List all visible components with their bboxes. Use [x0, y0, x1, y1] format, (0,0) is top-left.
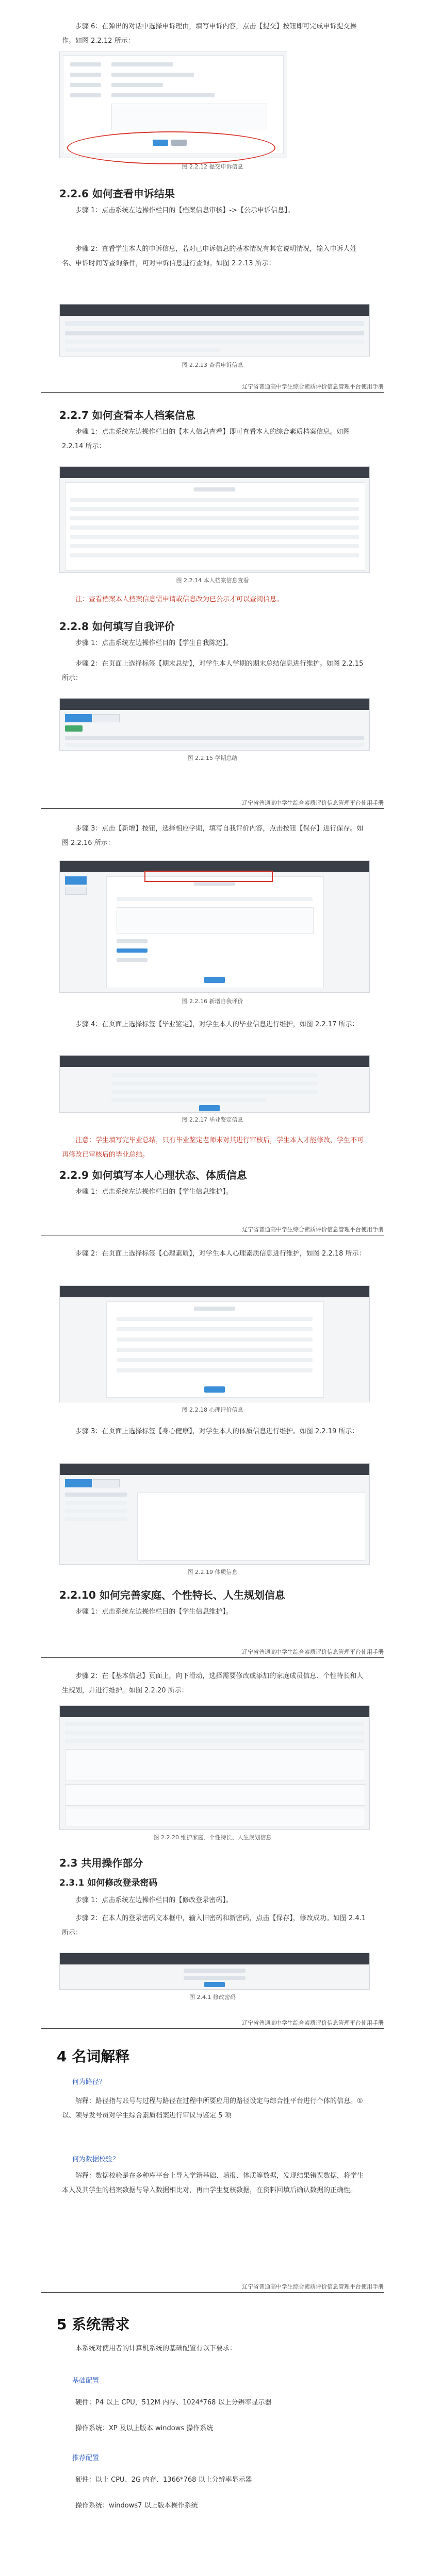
caption-2-2-18: 图 2.2.18 心理评价信息 [182, 1406, 243, 1413]
s226-step2: 步骤 2：查看学生本人的申诉信息，若对已申诉信息的基本情况有其它说明情况，输入申诉人姓名、申诉时间等查询条件，可对申诉信息进行查询。如图 2.2.13 所示： [62, 245, 357, 267]
s5-req1: 硬件：P4 以上 CPU，512M 内存、1024*768 以上分辨率显示器 [75, 2399, 272, 2406]
screenshot-family [59, 1705, 370, 1830]
s2210-step2: 步骤 2：在【基本信息】页面上，向下滑动，选择需要修改或添加的家庭成员信息、个性特长和人生规划，并进行维护。如图 2.2.20 所示： [62, 1672, 364, 1694]
s226-step1: 步骤 1：点击系统左边操作栏目的【档案信息审核】->【公示申诉信息】。 [75, 207, 295, 214]
heading-2-2-7: 2.2.7 如何查看本人档案信息 [59, 409, 195, 421]
s227-note: 注：查看档案本人档案信息需申请或信息改为已公示才可以查阅信息。 [75, 596, 284, 603]
term-a1: 解释：路径指与账号与过程与路径在过程中所要应用的路径设定与综合性平台进行个体的信息。①以、领导发号员对学生综合素质档案进行审议与鉴定 5 项 [62, 2097, 363, 2120]
s5-req4: 操作系统：windows7 以上版本操作系统 [75, 2502, 198, 2510]
s23-step1: 步骤 1：点击系统左边操作栏目的【修改登录密码】。 [75, 1896, 233, 1904]
heading-2-2-9: 2.2.9 如何填写本人心理状态、体质信息 [59, 1169, 247, 1181]
term-q1: 何为路径？ [72, 2078, 106, 2086]
page-header: 辽宁省普通高中学生综合素质评价信息管理平台使用手册 [41, 382, 384, 393]
screenshot-psych [59, 1285, 370, 1402]
s227-step1: 步骤 1：点击系统左边操作栏目的【本人信息查看】即可查看本人的综合素质档案信息。如图 2.2.14 所示： [62, 428, 350, 450]
caption-2-2-16: 图 2.2.16 新增自我评价 [182, 998, 243, 1005]
highlight-box [144, 871, 273, 882]
step6-text: 步骤 6：在弹出的对话中选择申诉理由，填写申诉内容，点击【提交】按钮即可完成申诉提交操作。如图 2.2.12 所示： [62, 23, 357, 45]
s228-step2: 步骤 2：在页面上选择标签【期末总结】，对学生本人学期的期末总结信息进行维护。如图 2.2.15 所示： [62, 660, 364, 682]
term-q2: 何为数据校验？ [72, 2156, 120, 2163]
screenshot-password [59, 1953, 370, 1990]
caption-2-2-14: 图 2.2.14 本人档案信息查看 [176, 577, 249, 584]
page-header-4: 辽宁省普通高中学生综合素质评价信息管理平台使用手册 [41, 1648, 384, 1658]
caption-2-2-13: 图 2.2.13 查看申诉信息 [182, 362, 243, 368]
caption-2-2-19: 图 2.2.19 体质信息 [187, 1569, 238, 1575]
s2210-step1: 步骤 1：点击系统左边操作栏目的【学生信息维护】。 [75, 1608, 233, 1616]
screenshot-term-summary [59, 698, 370, 751]
s5-intro: 本系统对使用者的计算机系统的基础配置有以下要求： [75, 2345, 237, 2352]
heading-4: 4 名词解释 [57, 2048, 130, 2065]
screenshot-appeal-result [59, 304, 370, 357]
s5-basic-heading: 基础配置 [72, 2377, 100, 2385]
highlight-ring [67, 131, 275, 164]
s229-step1: 步骤 1：点击系统左边操作栏目的【学生信息维护】。 [75, 1188, 233, 1196]
s228-step4: 步骤 4：在页面上选择标签【毕业鉴定】，对学生本人的毕业信息进行维护，如图 2.2.17 所示： [75, 1021, 359, 1028]
s229-step2: 步骤 2：在页面上选择标签【心理素质】，对学生本人心理素质信息进行维护，如图 2.2.18 所示： [75, 1250, 366, 1258]
heading-2-2-8: 2.2.8 如何填写自我评价 [59, 620, 175, 633]
screenshot-archive-view [59, 466, 370, 573]
heading-2-2-10: 2.2.10 如何完善家庭、个性特长、人生规划信息 [59, 1589, 285, 1601]
s229-step3: 步骤 3：在页面上选择标签【身心健康】，对学生本人的体质信息进行维护。如图 2.2.19 所示： [75, 1428, 359, 1435]
s5-req3: 硬件：以上 CPU、2G 内存、1366*768 以上分辨率显示器 [75, 2476, 252, 2484]
page-header-6: 辽宁省普通高中学生综合素质评价信息管理平台使用手册 [41, 2282, 384, 2293]
page-header-5: 辽宁省普通高中学生综合素质评价信息管理平台使用手册 [41, 2019, 384, 2029]
s228-step1: 步骤 1：点击系统左边操作栏目的【学生自我陈述】。 [75, 639, 233, 647]
heading-5: 5 系统需求 [57, 2316, 130, 2333]
heading-2-3: 2.3 共用操作部分 [59, 1857, 143, 1869]
screenshot-physique [59, 1463, 370, 1565]
s5-rec-heading: 推荐配置 [72, 2454, 100, 2462]
caption-2-2-12: 图 2.2.12 提交申诉信息 [182, 163, 243, 170]
s23-step2: 步骤 2：在本人的登录密码文本框中，输入旧密码和新密码，点击【保存】，修改成功。如图 2.4.1 所示： [62, 1914, 366, 1937]
page-header-2: 辽宁省普通高中学生综合素质评价信息管理平台使用手册 [41, 799, 384, 809]
heading-2-3-1: 2.3.1 如何修改登录密码 [59, 1878, 158, 1888]
screenshot-graduation [59, 1055, 370, 1113]
s5-req2: 操作系统：XP 及以上版本 windows 操作系统 [75, 2425, 214, 2432]
term-a2: 解释：数据校验是在多种库平台上导入学籍基础、填报、体质等数据，发现结果错误数据，将学生本人及其学生的档案数据与导入数据相比对，再由学生复核数据，在资料回填后确认数据的正确性。 [62, 2172, 364, 2194]
heading-2-2-6: 2.2.6 如何查看申诉结果 [59, 188, 175, 200]
s228-note: 注意：学生填写完毕业总结，只有毕业鉴定老师未对其进行审核后，学生本人才能修改，学生不可再修改已审核后的毕业总结。 [62, 1137, 364, 1159]
caption-2-2-15: 图 2.2.15 学期总结 [187, 755, 238, 761]
s228-step3: 步骤 3：点击【新增】按钮，选择相应学期，填写自我评价内容，点击按钮【保存】进行保存。如图 2.2.16 所示： [62, 825, 364, 847]
caption-2-2-20: 图 2.2.20 维护家庭、个性特长、人生规划信息 [153, 1834, 272, 1841]
page-header-3: 辽宁省普通高中学生综合素质评价信息管理平台使用手册 [41, 1225, 384, 1235]
caption-2-2-17: 图 2.2.17 毕业鉴定信息 [182, 1116, 243, 1123]
caption-2-4-1: 图 2.4.1 修改密码 [189, 1994, 236, 2001]
